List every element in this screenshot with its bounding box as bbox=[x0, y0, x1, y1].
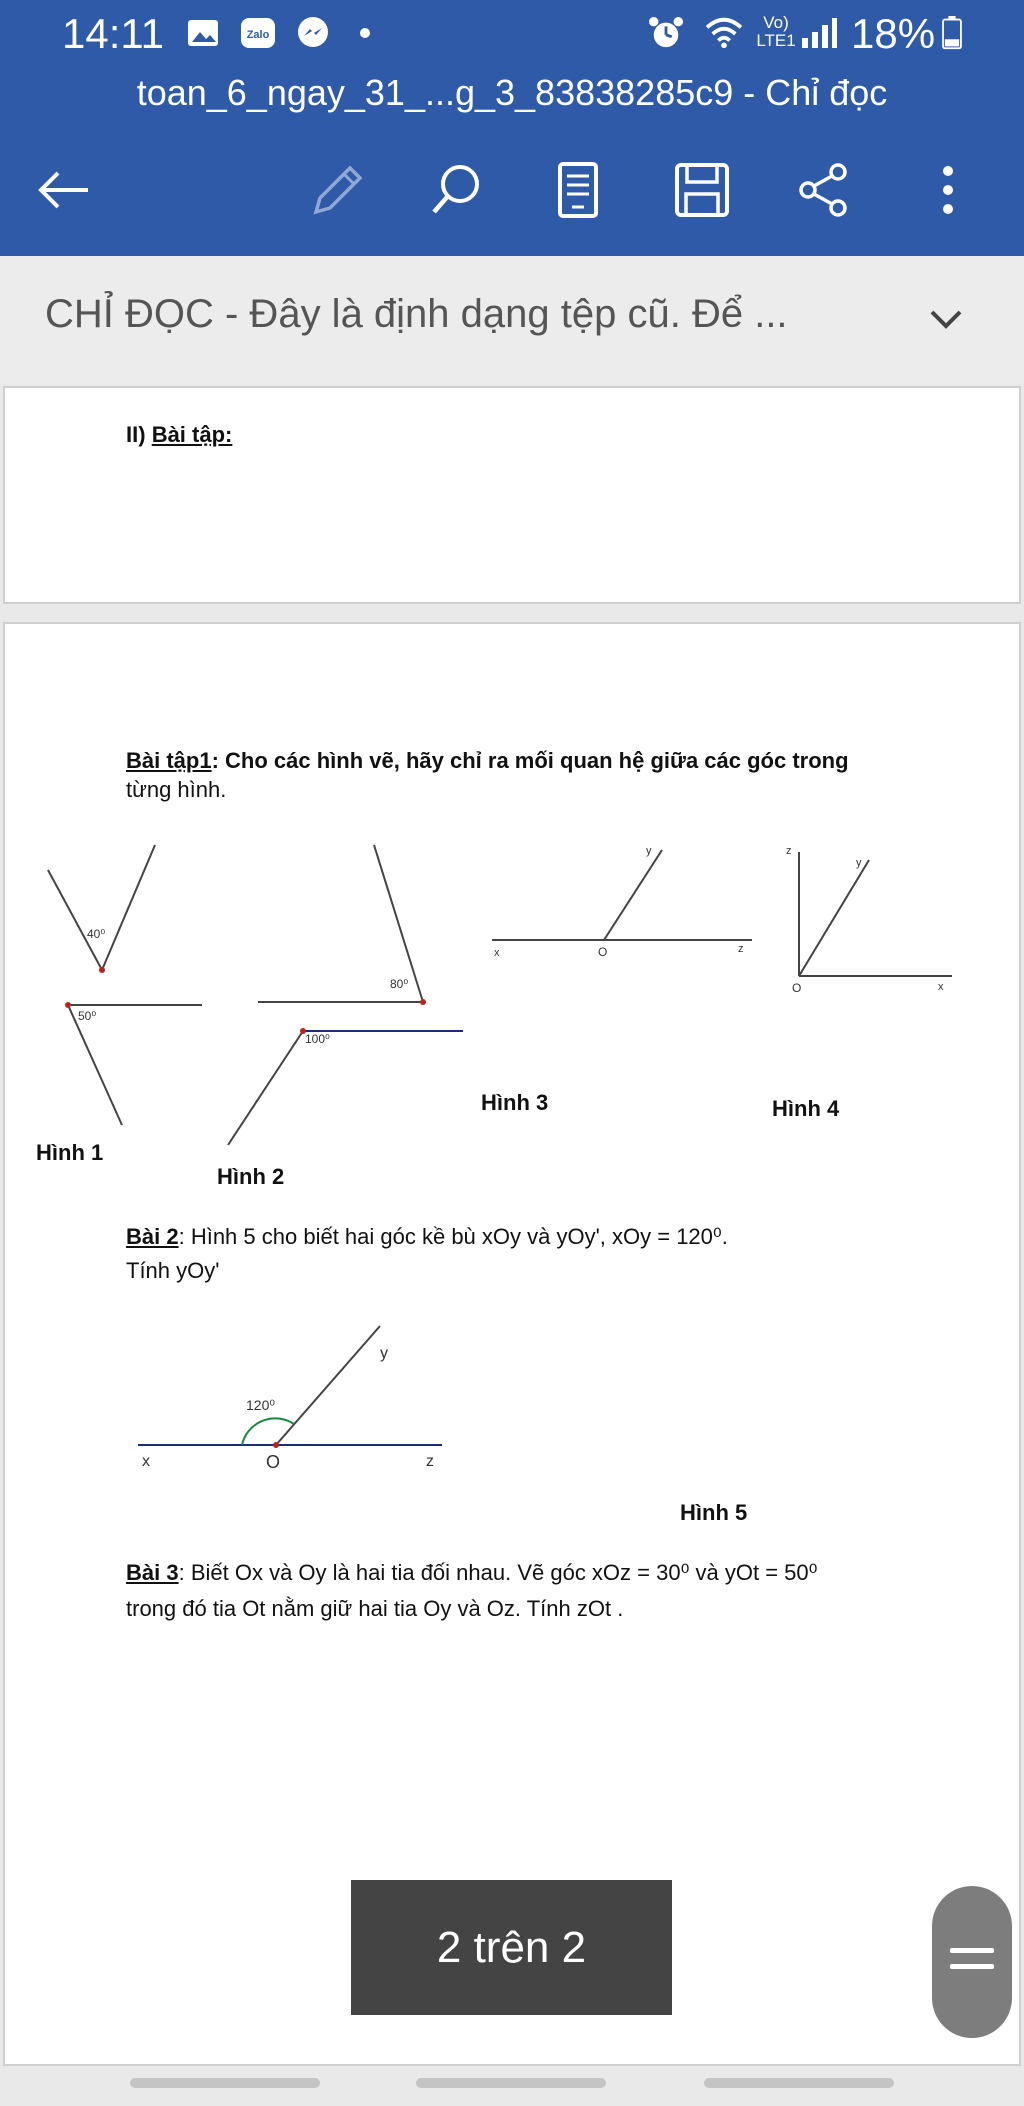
fig4-label-o: O bbox=[792, 981, 802, 995]
zalo-icon bbox=[240, 16, 276, 50]
page-indicator: 2 trên 2 bbox=[351, 1880, 672, 2015]
readonly-banner-text: CHỈ ĐỌC - Đây là định dạng tệp cũ. Để ... bbox=[45, 292, 788, 336]
fig5-label-x: x bbox=[142, 1453, 150, 1470]
document-title: toan_6_ngay_31_...g_3_83838285c9 - Chỉ đọc bbox=[136, 72, 888, 113]
readonly-banner[interactable] bbox=[0, 256, 1024, 384]
fig1-angle-40: 40⁰ bbox=[87, 927, 106, 941]
fig1-angle-50: 50⁰ bbox=[78, 1009, 97, 1023]
fig3-label-x: x bbox=[494, 947, 500, 959]
battery-icon bbox=[940, 16, 964, 50]
figure-4-diagram bbox=[786, 845, 952, 995]
svg-text:Zalo: Zalo bbox=[246, 29, 270, 41]
section-title: Bài tập: bbox=[151, 422, 233, 447]
edit-pencil-icon[interactable] bbox=[304, 158, 368, 222]
figure-2-diagram bbox=[228, 845, 463, 1145]
exercise-3-label: Bài 3 bbox=[126, 1560, 179, 1585]
status-time: 14:11 bbox=[62, 10, 164, 57]
exercise-1-label: Bài tập1 bbox=[126, 748, 212, 773]
signal-icon bbox=[800, 16, 838, 50]
wifi-icon bbox=[702, 16, 746, 50]
fig4-label-x: x bbox=[938, 981, 944, 993]
fig3-label-z: z bbox=[738, 943, 744, 955]
share-icon[interactable] bbox=[792, 158, 856, 222]
chevron-down-icon[interactable] bbox=[924, 302, 968, 336]
figures-1-4 bbox=[0, 830, 1024, 1200]
app-bar bbox=[0, 0, 1024, 256]
fig5-label-z: z bbox=[426, 1453, 434, 1470]
nav-bar-segment-3 bbox=[704, 2078, 894, 2088]
exercise-2 bbox=[126, 1222, 926, 1251]
exercise-2-label: Bài 2 bbox=[126, 1224, 179, 1249]
exercise-1-text: : Cho các hình vẽ, hãy chỉ ra mối quan hệ giữa các góc trong bbox=[211, 748, 849, 773]
nav-bar-segment-1 bbox=[130, 2078, 320, 2088]
battery-percent: 18% bbox=[851, 10, 936, 57]
more-vertical-icon[interactable] bbox=[916, 158, 980, 222]
nav-bar-segment-2 bbox=[416, 2078, 606, 2088]
figure-1-caption: Hình 1 bbox=[36, 1140, 104, 1165]
exercise-3 bbox=[126, 1558, 946, 1587]
figure-2-caption: Hình 2 bbox=[217, 1164, 285, 1189]
messenger-icon bbox=[296, 16, 330, 50]
figure-1-diagram bbox=[48, 845, 202, 1125]
fig3-label-o: O bbox=[598, 945, 608, 959]
reading-view-icon[interactable] bbox=[546, 158, 610, 222]
fig3-label-y: y bbox=[646, 845, 652, 857]
fig2-angle-100: 100⁰ bbox=[305, 1032, 330, 1046]
figure-4-caption: Hình 4 bbox=[772, 1096, 840, 1121]
fig4-label-z: z bbox=[786, 845, 792, 857]
status-bar bbox=[0, 0, 1024, 70]
fig5-angle-120: 120⁰ bbox=[246, 1397, 275, 1413]
section-heading bbox=[126, 420, 232, 449]
document-page-1 bbox=[3, 386, 1021, 604]
save-icon[interactable] bbox=[670, 158, 734, 222]
exercise-1 bbox=[126, 746, 906, 775]
figure-3-caption: Hình 3 bbox=[481, 1090, 549, 1115]
fig2-angle-80: 80⁰ bbox=[390, 977, 409, 991]
notification-dot-icon bbox=[358, 16, 372, 50]
exercise-3-text-cont: trong đó tia Ot nằm giữ hai tia Oy và Oz. Tính zOt . bbox=[126, 1596, 624, 1621]
section-number: II) bbox=[126, 422, 146, 447]
exercise-2-text-cont: Tính yOy' bbox=[126, 1258, 220, 1283]
figure-3-diagram bbox=[492, 845, 752, 959]
scroll-handle[interactable] bbox=[932, 1886, 1012, 2038]
fig5-label-y: y bbox=[380, 1345, 388, 1362]
gallery-icon bbox=[186, 16, 220, 50]
back-arrow-icon[interactable] bbox=[32, 158, 96, 222]
fig5-label-o: O bbox=[266, 1452, 281, 1472]
figure-5-diagram bbox=[120, 1310, 460, 1480]
search-icon[interactable] bbox=[424, 158, 488, 222]
fig4-label-y: y bbox=[856, 857, 862, 869]
figure-5-caption: Hình 5 bbox=[680, 1500, 748, 1525]
network-type-label: Vo) LTE1 bbox=[756, 13, 796, 50]
alarm-icon bbox=[646, 16, 686, 50]
exercise-1-text-cont: từng hình. bbox=[126, 777, 227, 802]
exercise-2-text: : Hình 5 cho biết hai góc kề bù xOy và yOy', xOy = 120⁰. bbox=[178, 1224, 728, 1249]
exercise-3-text: : Biết Ox và Oy là hai tia đối nhau. Vẽ góc xOz = 30⁰ và yOt = 50⁰ bbox=[178, 1560, 818, 1585]
